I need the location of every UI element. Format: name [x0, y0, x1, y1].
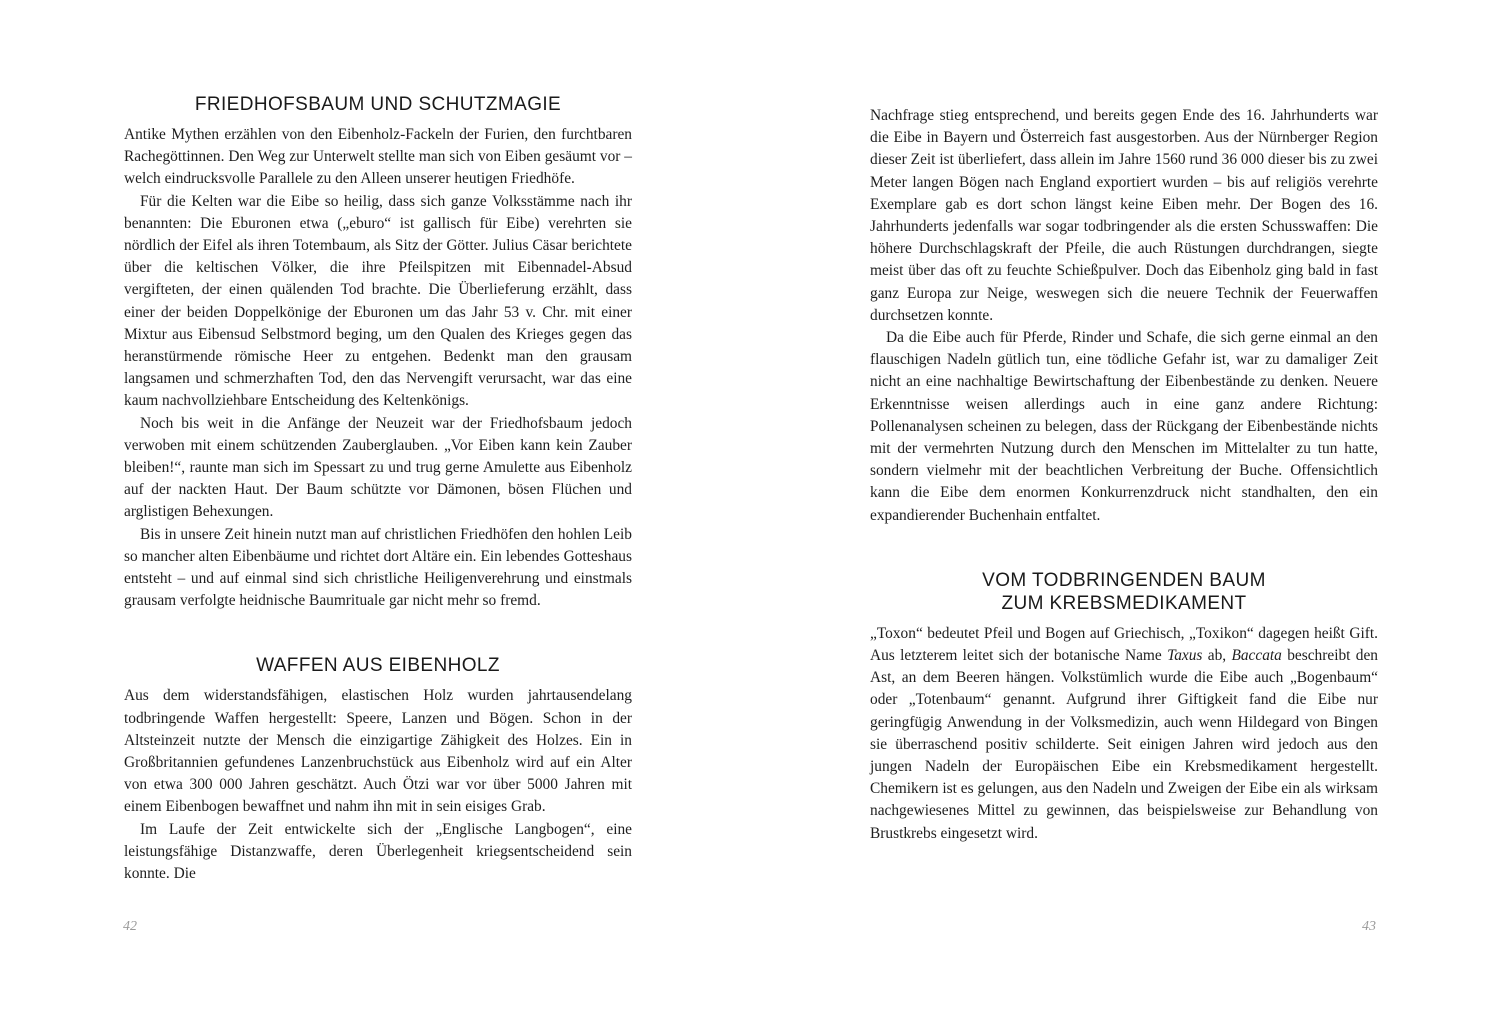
paragraph: Noch bis weit in die Anfänge der Neuzeit war der Friedhofsbaum jedoch verwoben mit einem schützenden Zauberglauben. „Vor Eiben kann kein Zauber bleiben!“, raunte man sich im Spessart zu und trug gerne Amulette aus Eibenholz auf der nackten Haut. Der Baum schützte vor Dämonen, bösen Flüchen und arglistigen Behexungen. [124, 414, 632, 521]
heading-friedhofsbaum: FRIEDHOFSBAUM UND SCHUTZMAGIE [194, 94, 562, 115]
paragraph: Aus dem widerstandsfähigen, elastischen Holz wurden jahrtausendelang todbringende Waffen hergestellt: Speere, Lanzen und Bögen. Schon in der Altsteinzeit nutzte der Mensch die einzigartige Zähigkeit des Holzes. Ein in Großbritannien gefundenes Lanzenbruchstück aus Eibenholz wird auf ein Alter von etwa 300 000 Jahren geschätzt. Auch Ötzi war vor über 5000 Jahren mit einem Eibenbogen bewaffnet und nahm ihn mit in sein eisiges Grab. [124, 687, 632, 816]
right-text-column [870, 105, 1378, 845]
paragraph-toxon [870, 623, 1378, 845]
right-page [750, 0, 1500, 1015]
heading-line: VOM TODBRINGENDEN BAUM [982, 569, 1266, 591]
page-number-right: 43 [1362, 919, 1376, 934]
left-text-column [124, 93, 632, 885]
paragraph: Nachfrage stieg entsprechend, und bereits gegen Ende des 16. Jahrhunderts war die Eibe in Bayern und Österreich fast ausgestorben. Aus der Nürnberger Region dieser Zeit ist überliefert, dass allein im Jahre 1560 rund 36 000 dieser bis zu zwei Meter langen Bögen nach England exportiert wurden – bis auf religiös verehrte Exemplare gab es dort schon längst keine Eiben mehr. Der Bogen des 16. Jahrhunderts jedenfalls war sogar todbringender als die ersten Schusswaffen: Die höhere Durchschlagskraft der Pfeile, die auch Rüstungen durchdrangen, siegte meist über das oft zu feuchte Schießpulver. Doch das Eibenholz ging bald in fast ganz Europa zur Neige, weswegen sich die neuere Technik der Feuerwaffen durchsetzen konnte. [870, 107, 1378, 324]
heading-waffen: WAFFEN AUS EIBENHOLZ [256, 655, 500, 677]
paragraph: Für die Kelten war die Eibe so heilig, dass sich ganze Volksstämme nach ihr benannten: Die Eburonen etwa („eburo“ ist gallisch für Eibe) verehrten sie nördlich der Eifel als ihren Totembaum, als Sitz der Götter. Julius Cäsar berichtete über die keltischen Völker, die ihre Pfeilspitzen mit Eibennadel-Absud vergifteten, der einen quälenden Tod brachte. Die Überlieferung erzählt, dass einer der beiden Doppelkönige der Eburonen um das Jahr 53 v. Chr. mit einer Mixtur aus Eibensud Selbstmord beging, um den Qualen des Krieges gegen das heranstürmende römische Heer zu entgehen. Bedenkt man den grausam langsamen und schmerzhaften Tod, den das Nervengift verursacht, war das eine kaum nachvollziehbare Entscheidung des Keltenkönigs. [124, 192, 632, 410]
page-number-left: 42 [123, 919, 137, 934]
heading-krebsmedikament [870, 569, 1378, 615]
term-taxus: Taxus [1167, 647, 1203, 665]
text-run: „Toxon“ bedeutet Pfeil und Bogen auf Griechisch, „Toxikon“ dagegen heißt Gift. Aus letzterem leitet sich der botanische Name [870, 624, 1378, 665]
paragraph: Bis in unsere Zeit hinein nutzt man auf christlichen Friedhöfen den hohlen Leib so mancher alten Eibenbäume und richtet dort Altäre ein. Ein lebendes Gotteshaus entsteht – und auf einmal sind sich christliche Heiligenverehrung und einstmals grausam verfolgte heidnische Baumrituale gar nicht mehr so fremd. [124, 525, 632, 610]
paragraph: Im Laufe der Zeit entwickelte sich der „Englische Langbogen“, eine leistungsfähige Distanzwaffe, deren Überlegenheit kriegsentscheidend sein konnte. Die [124, 820, 632, 883]
paragraph: Da die Eibe auch für Pferde, Rinder und Schafe, die sich gerne einmal an den flauschigen Nadeln gütlich tun, eine tödliche Gefahr ist, war zu damaliger Zeit nicht an eine nachhaltige Bewirtschaftung der Eibenbestände zu denken. Neuere Erkenntnisse weisen allerdings auch in eine ganz andere Richtung: Pollenanalysen scheinen zu belegen, dass der Rückgang der Eibenbestände nichts mit der vermehrten Nutzung durch den Menschen im Mittelalter zu tun hatte, sondern vielmehr mit der beachtlichen Verbreitung der Buche. Offensichtlich kann die Eibe dem enormen Konkurrenzdruck nicht standhalten, den ein expandierender Buchenhain entfaltet. [870, 329, 1378, 524]
text-run: beschreibt den Ast, an dem Beeren hängen. Volkstümlich wurde die Eibe auch „Bogenbaum“ oder „Totenbaum“ genannt. Aufgrund ihrer Giftigkeit fand die Eibe nur geringfügig Anwendung in der Volksmedizin, auch wenn Hildegard von Bingen sie überraschend positiv schilderte. Seit einigen Jahren wird jedoch aus den jungen Nadeln der Europäischen Eibe ein Krebsmedikament hergestellt. Chemikern ist es gelungen, aus den Nadeln und Zweigen der Eibe ein als wirksam nachgewiesenes Mittel zu gewinnen, das beispielsweise zur Behandlung von Brustkrebs eingesetzt wird. [870, 647, 1378, 842]
term-baccata: Baccata [1231, 647, 1282, 665]
paragraph: Antike Mythen erzählen von den Eibenholz-Fackeln der Furien, den furchtbaren Rachegöttinnen. Den Weg zur Unterwelt stellte man sich von Eiben gesäumt vor – welch eindrucksvolle Parallele zu den Alleen unserer heutigen Friedhöfe. [124, 126, 632, 188]
heading-line: ZUM KREBSMEDIKAMENT [1001, 592, 1247, 614]
text-run: ab, [1202, 647, 1232, 665]
